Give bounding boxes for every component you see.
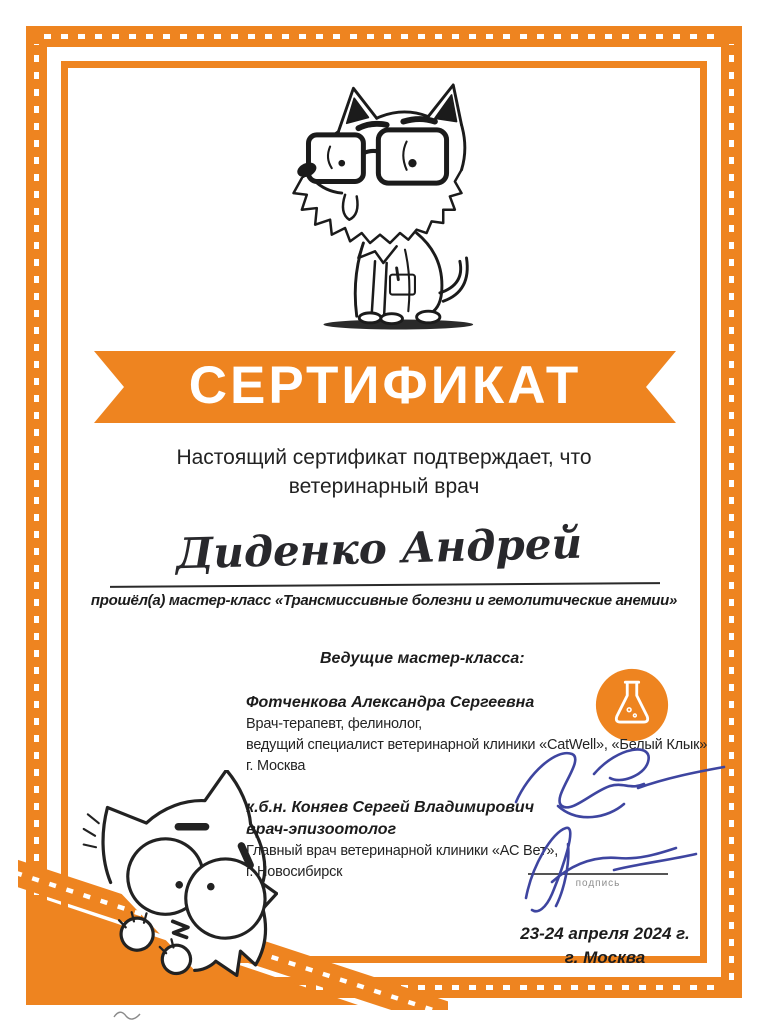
title-banner bbox=[94, 345, 676, 429]
signature-label: подпись bbox=[575, 878, 621, 889]
signature-2-handwriting bbox=[498, 816, 718, 916]
event-city: г. Москва bbox=[564, 948, 646, 967]
leader-1-role-line: г. Москва bbox=[246, 758, 306, 774]
border-dash-right bbox=[729, 44, 734, 980]
banner-title: СЕРТИФИКАТ bbox=[188, 355, 582, 415]
recipient-name-handwritten: Диденко Андрей bbox=[175, 518, 583, 579]
border-dash-top bbox=[44, 34, 724, 39]
border-dash-left bbox=[34, 44, 39, 980]
scan-artifact-mark bbox=[112, 1008, 146, 1022]
signature-1-handwriting bbox=[498, 740, 728, 825]
dog-in-glasses-mascot-illustration bbox=[240, 70, 540, 332]
leader-1-role-line: ведущий специалист ветеринарной клиники «CatWell», «Белый Клык» bbox=[246, 737, 708, 753]
leader-2-role-line: Главный врач ветеринарной клиники «АС Вет», bbox=[246, 843, 559, 859]
course-line: прошёл(а) мастер-класс «Трансмиссивные болезни и гемолитические анемии» bbox=[90, 592, 678, 609]
statement-line1: Настоящий сертификат подтверждает, что bbox=[176, 446, 592, 469]
leader-2-subtitle: врач-эпизоотолог bbox=[246, 821, 397, 838]
leaders-heading: Ведущие мастер-класса: bbox=[320, 650, 525, 667]
event-date: 23-24 апреля 2024 г. bbox=[520, 924, 690, 943]
leader-1-role-line: Врач-терапевт, фелинолог, bbox=[246, 716, 422, 732]
leader-2-role-line: г. Новосибирск bbox=[246, 864, 343, 880]
leader-1-name: Фотченкова Александра Сергеевна bbox=[246, 694, 535, 711]
leader-2-name: к.б.н. Коняев Сергей Владимирович bbox=[246, 799, 535, 816]
statement-text bbox=[70, 443, 698, 501]
event-date-block bbox=[505, 922, 705, 970]
statement-line2: ветеринарный врач bbox=[288, 475, 480, 498]
